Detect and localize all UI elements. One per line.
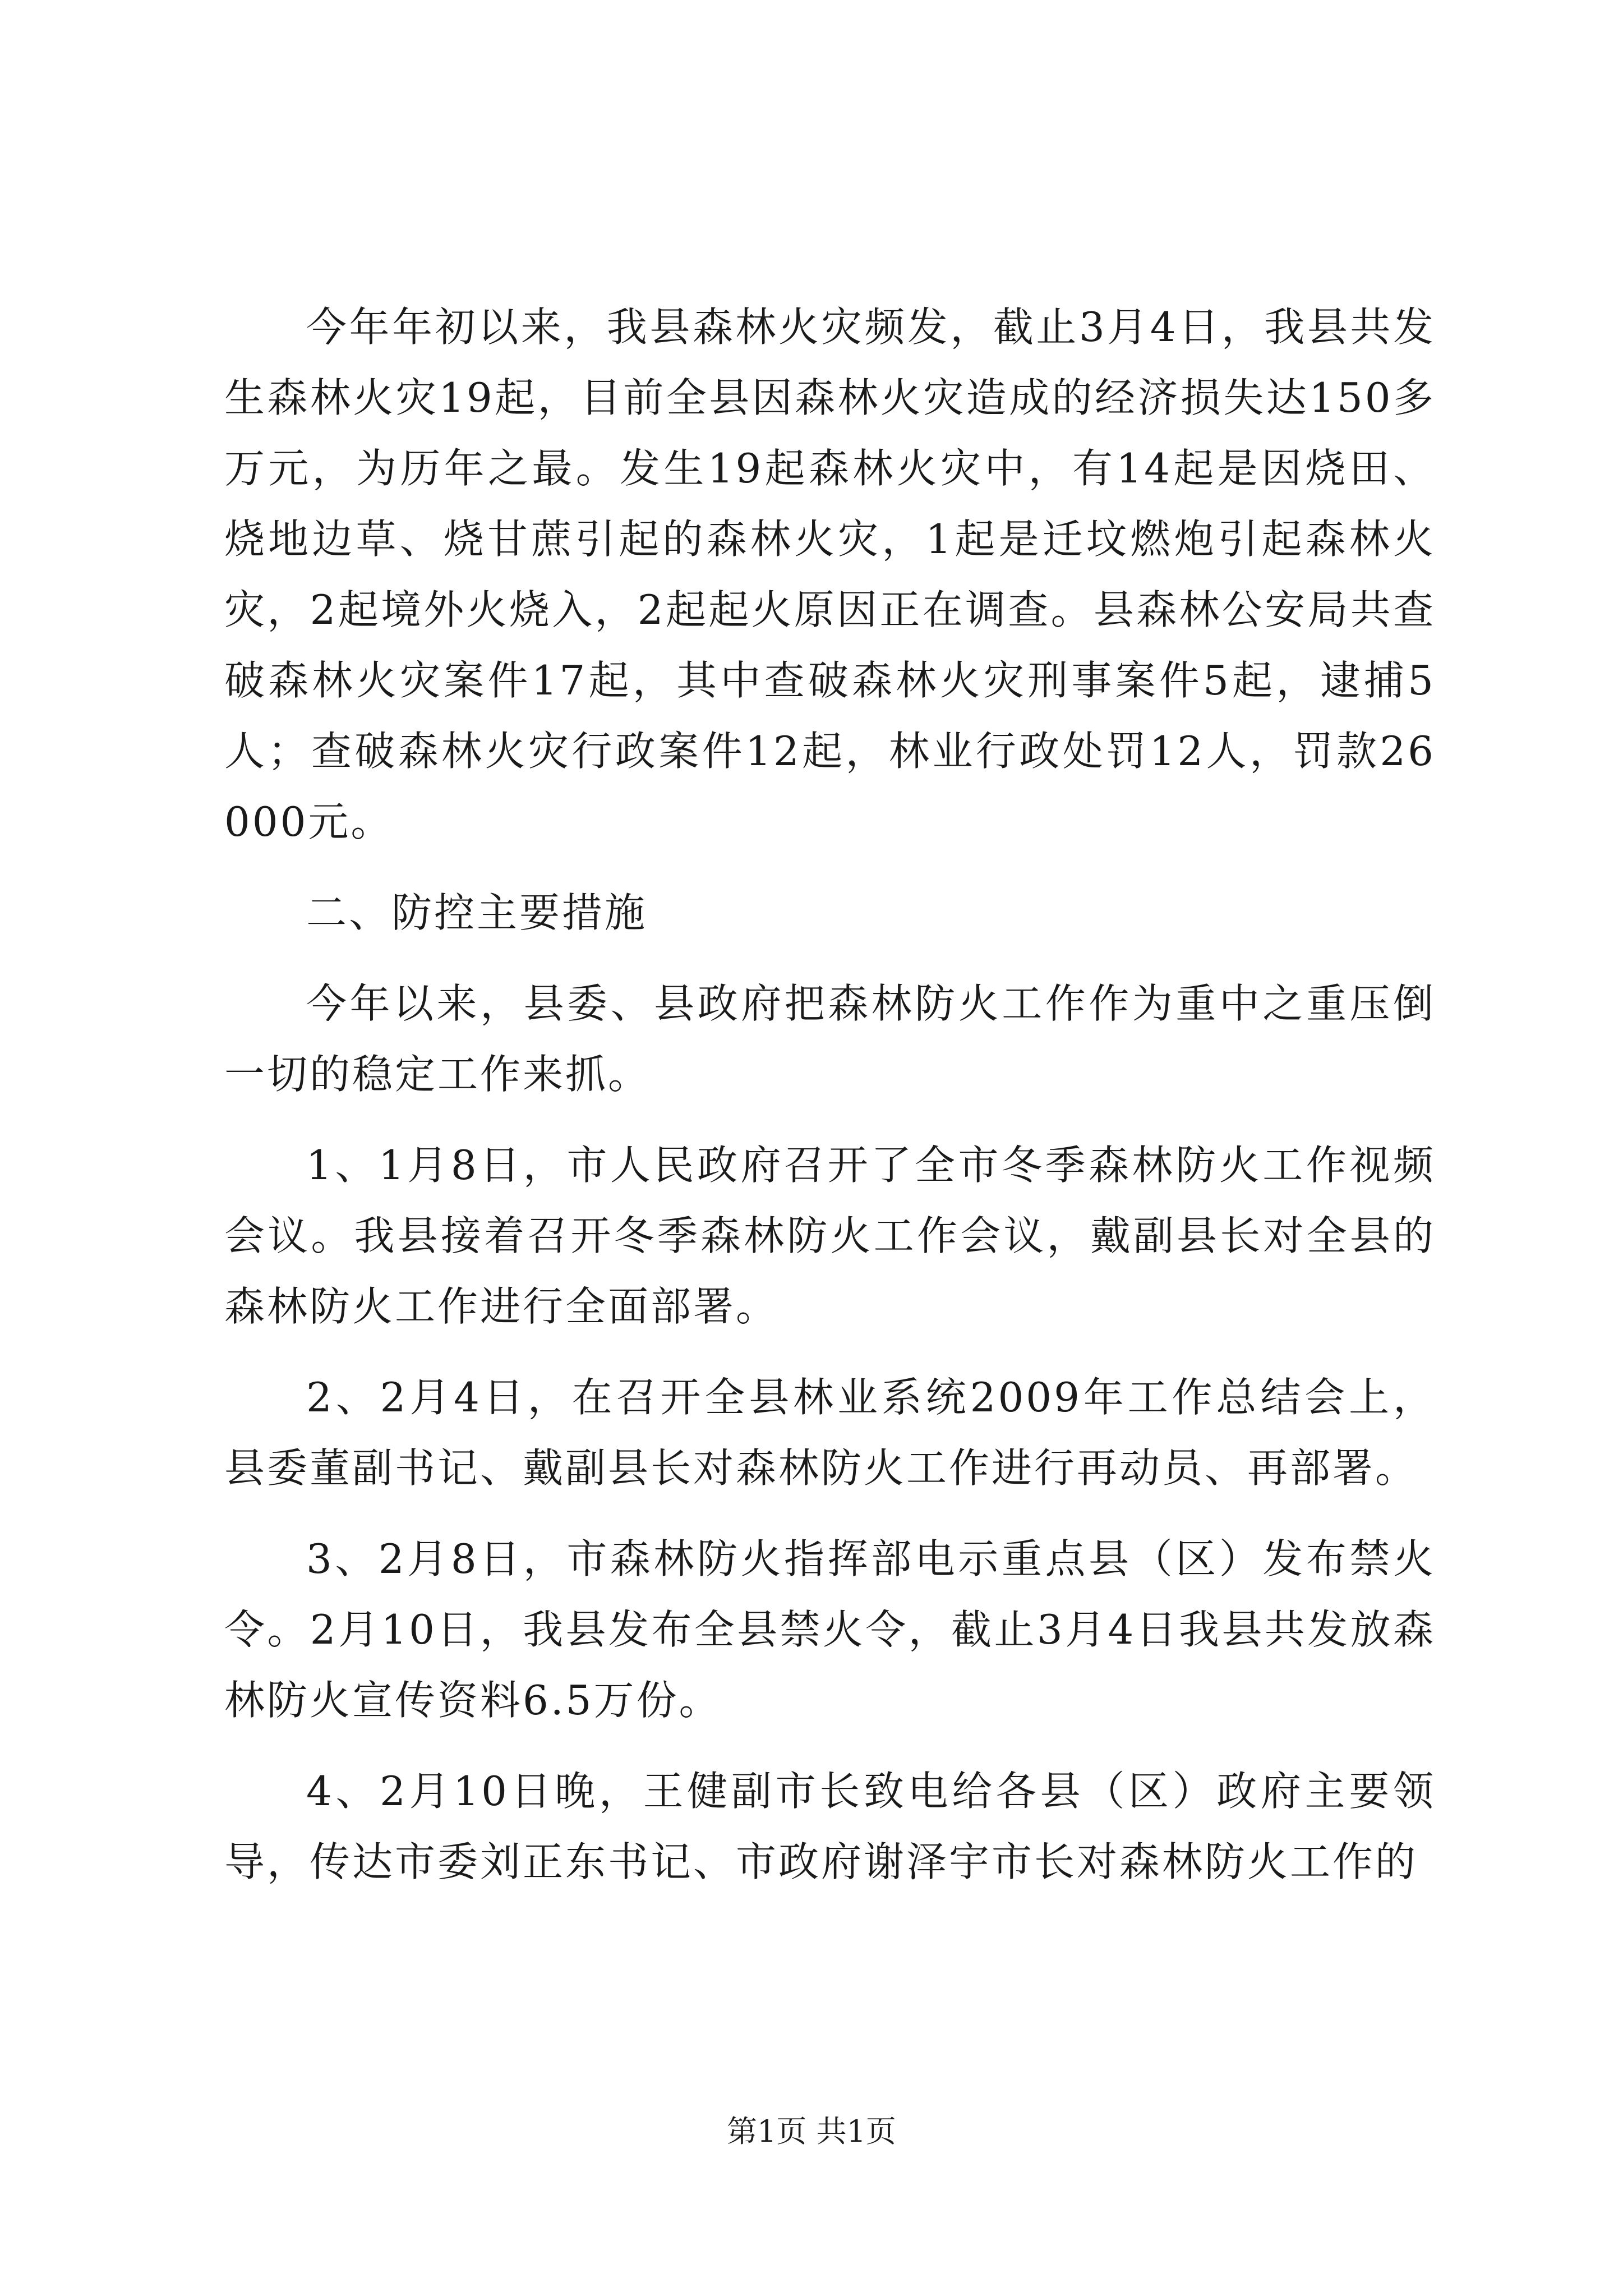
document-body <box>224 292 1436 1917</box>
section-heading-prevention-measures: 二、防控主要措施 <box>306 889 648 936</box>
paragraph-measure-1: 1、1月8日，市人民政府召开了全市冬季森林防火工作视频会议。我县接着召开冬季森林防火工作会议，戴副县长对全县的森林防火工作进行全面部署。 <box>224 1142 1436 1330</box>
paragraph-measure-2: 2、2月4日，在召开全县林业系统2009年工作总结会上，县委董副书记、戴副县长对森林防火工作进行再动员、再部署。 <box>224 1374 1436 1492</box>
paragraph-intro-measures: 今年以来，县委、县政府把森林防火工作作为重中之重压倒一切的稳定工作来抓。 <box>224 980 1436 1098</box>
paragraph-measure-3: 3、2月8日，市森林防火指挥部电示重点县（区）发布禁火令。2月10日，我县发布全县禁火令，截止3月4日我县共发放森林防火宣传资料6.5万份。 <box>224 1535 1436 1724</box>
paragraph-fire-statistics: 今年年初以来，我县森林火灾频发，截止3月4日，我县共发生森林火灾19起，目前全县因森林火灾造成的经济损失达150多万元，为历年之最。发生19起森林火灾中，有14起是因烧田、烧地边草、烧甘蔗引起的森林火灾，1起是迁坟燃炮引起森林火灾，2起境外火烧入，2起起火原因正在调查。县森林公安局共查破森林火灾案件17起，其中查破森林火灾刑事案件5起，逮捕5人；查破森林火灾行政案件12起，林业行政处罚12人，罚款26000元。 <box>224 303 1436 845</box>
paragraph-measure-4: 4、2月10日晚，王健副市长致电给各县（区）政府主要领导，传达市委刘正东书记、市政府谢泽宇市长对森林防火工作的 <box>224 1768 1436 1885</box>
page-footer: 第1页 共1页 <box>727 2114 896 2149</box>
